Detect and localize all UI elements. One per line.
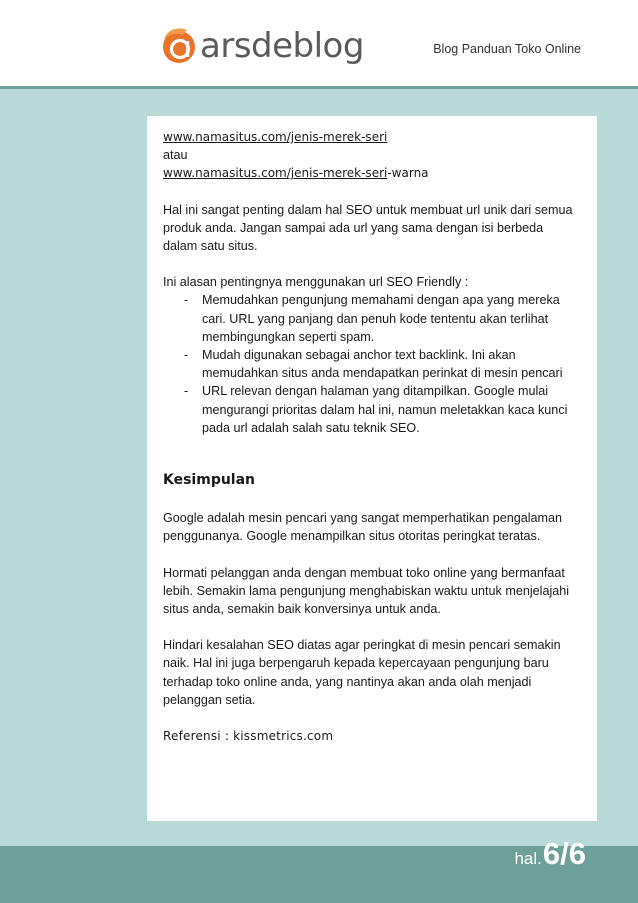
reasons-intro: Ini alasan pentingnya menggunakan url SEO Friendly : [163,275,469,290]
page-number [514,836,586,886]
or-text: atau [163,148,188,163]
url-suffix: -warna [387,166,429,181]
paragraph: Hormati pelanggan anda dengan membuat toko online yang bermanfaat lebih. Semakin lama pengunjung menghabiskan waktu untuk menjelajahi situs anda, semakin baik konversinya untuk anda. [163,565,570,617]
logo-a-icon [160,26,196,66]
document-body [163,128,593,745]
brand-logo[interactable] [160,26,364,66]
paragraph: Google adalah mesin pencari yang sangat memperhatikan pengalaman penggunanya. Google menampilkan situs otoritas peringkat teratas. [163,511,563,544]
paragraph: Hal ini sangat penting dalam hal SEO untuk membuat url unik dari semua produk anda. Jangan sampai ada url yang sama dengan isi berbeda dalam satu situs. [163,202,573,254]
example-url-variant-link[interactable]: www.namasitus.com/jenis-merek-seri [163,166,388,181]
page-label: hal. [514,849,542,868]
page-number-value: 6/6 [542,836,586,871]
example-url-link[interactable]: www.namasitus.com/jenis-merek-seri [163,130,388,144]
section-heading: Kesimpulan [163,472,256,489]
page-header [0,0,638,86]
list-item: - URL relevan dengan halaman yang ditampilkan. Google mulai mengurangi prioritas dalam hal ini, namun meletakkan kaca kunci pada url adalah salah satu teknik SEO. [184,384,568,435]
header-divider [0,86,638,89]
list-item: - Memudahkan pengunjung memahami dengan apa yang mereka cari. URL yang panjang dan penuh kode tententu akan terlihat membingungkan seperti spam. [184,293,560,344]
reference-text: Referensi : kissmetrics.com [163,729,334,744]
reasons-list [163,291,593,437]
header-tagline: Blog Panduan Toko Online [433,42,581,56]
paragraph: Hindari kesalahan SEO diatas agar peringkat di mesin pencari semakin naik. Hal ini juga berpengaruh kepada kepercayaan pengunjung baru terhadap toko online anda, yang nantinya akan anda olah menjadi pelanggan setia. [163,638,561,707]
document-page [147,116,597,821]
list-item: - Mudah digunakan sebagai anchor text backlink. Ini akan memudahkan situs anda mendapatkan perinkat di mesin pencari [184,348,563,381]
brand-name: arsdeblog [200,26,364,66]
